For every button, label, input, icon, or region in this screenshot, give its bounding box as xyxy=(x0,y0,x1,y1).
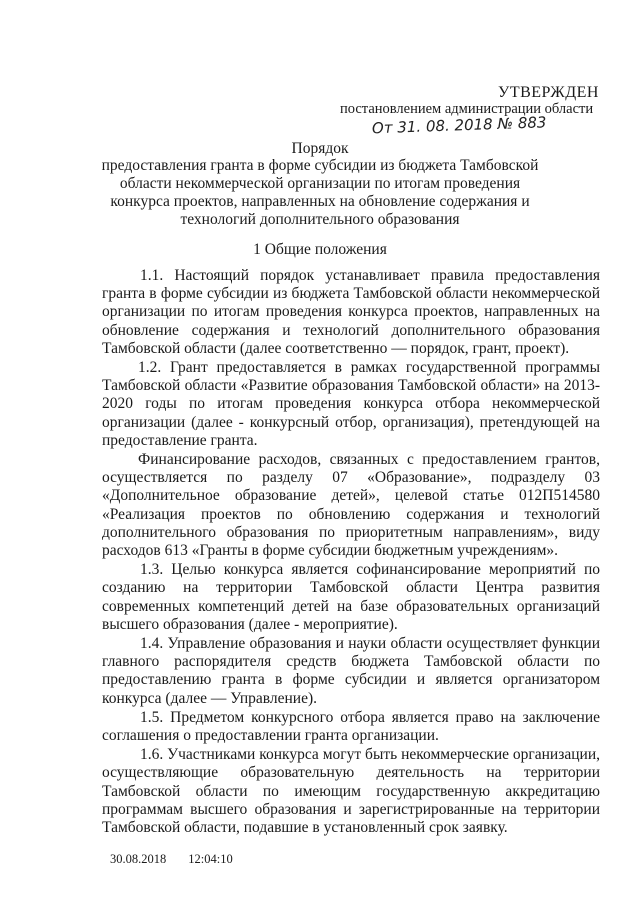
handwritten-date-signature xyxy=(368,112,578,138)
print-time: 12:04:10 xyxy=(188,852,233,866)
paragraph-1-4: 1.4. Управление образования и науки области осуществляет функции главного распорядителя средств бюджета Тамбовской области по предоставлению гранта в форме субсидии и является организатором конкурса (далее — Управление). xyxy=(102,635,600,707)
paragraph-1-3: 1.3. Целью конкурса является софинансирование мероприятий по созданию на территории Тамбовской области Центра развития современных компетенций детей на базе образовательных организаций высшего образования (далее - мероприятие). xyxy=(102,561,600,633)
decree-line: постановлением администрации области xyxy=(340,101,594,117)
paragraph-1-1: 1.1. Настоящий порядок устанавливает правила предоставления гранта в форме субсидии из бюджета Тамбовской области некоммерческой организации по итогам проведения конкурса проектов, направленных на обновление содержания и технологий дополнительного образования Тамбовской области (далее соответственно — порядок, грант, проект). xyxy=(102,267,600,357)
paragraph-1-6: 1.6. Участниками конкурса могут быть некоммерческие организации, осуществляющие образовательную деятельность на территории Тамбовской области по имеющим государственную аккредитацию программам высшего образования и зарегистрированные на территории Тамбовской области, подавшие в установленный срок заявку. xyxy=(102,746,600,837)
paragraph-1-5: 1.5. Предметом конкурсного отбора является право на заключение соглашения о предоставлении гранта организации. xyxy=(102,708,600,745)
print-timestamp xyxy=(110,852,233,867)
document-body xyxy=(102,267,600,838)
section-heading: 1 Общие положения xyxy=(253,241,387,258)
paragraph-financing: Финансирование расходов, связанных с предоставлением грантов, осуществляется по разделу 07 «Образование», подразделу 03 «Дополнительное образование детей», целевой статье 012П514580 «Реализация проектов по обновлению содержания и технологий дополнительного образования по приоритетным направлениям», виду расходов 613 «Гранты в форме субсидии бюджетным учреждениям». xyxy=(102,451,600,560)
paragraph-1-2: 1.2. Грант предоставляется в рамках государственной программы Тамбовской области «Развитие образования Тамбовской области» на 2013-2020 годы по итогам проведения конкурса отбора некоммерческой организации (далее - конкурсный отбор, организация), претендующей на предоставление гранта. xyxy=(102,359,600,449)
document-title: Порядок xyxy=(291,140,349,157)
document-subtitle: предоставления гранта в форме субсидии из бюджета Тамбовской области некоммерческой организации по итогам проведения конкурса проектов, направленных на обновление содержания и технологий дополнительного образования xyxy=(101,157,539,228)
approved-stamp: УТВЕРЖДЕН xyxy=(498,84,599,101)
signature-text: От 31. 08. 2018 № 883 xyxy=(371,113,547,138)
print-date: 30.08.2018 xyxy=(110,852,167,866)
